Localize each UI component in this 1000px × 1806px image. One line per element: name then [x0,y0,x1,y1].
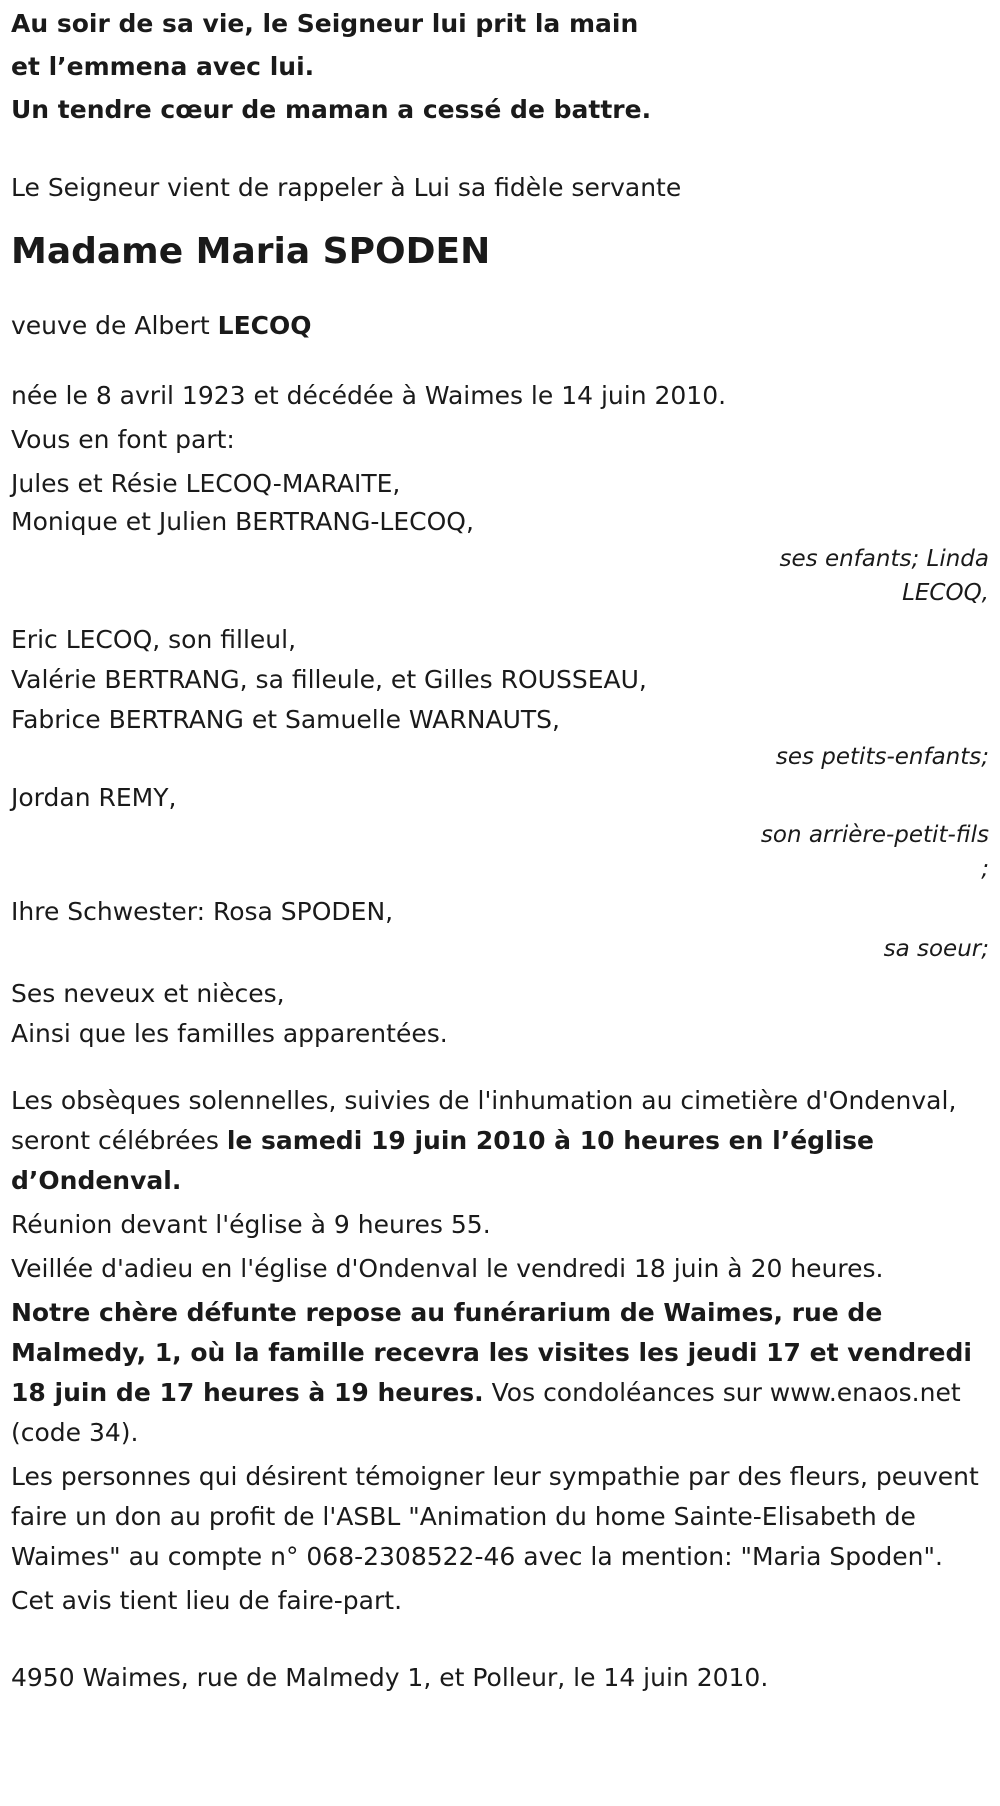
widow-line [11,306,989,346]
flowers: Les personnes qui désirent témoigner leur sympathie par des fleurs, peuvent faire un don au profit de l'ASBL "Animation du home Sainte-Elisabeth de Waimes" au compte n° 068-2308522-46 avec la mention: "Maria Spoden". [11,1462,979,1571]
child-1: Jules et Résie LECOQ-MARAITE, [11,469,401,498]
widow-surname: LECOQ [217,311,312,340]
funeral-home [11,1293,989,1453]
others-2: Ainsi que les familles apparentées. [11,1019,448,1048]
grandchild-3: Fabrice BERTRANG et Samuelle WARNAUTS, [11,705,560,734]
others-1: Ses neveux et nièces, [11,979,285,1008]
funeral-home-text: Vos condoléances sur www.enaos.net (code 34). [11,1378,961,1447]
funeral-plain: Les obsèques solennelles, suivies de l'inhumation au cimetière d'Ondenval, seront célébrées [11,1086,957,1155]
sister-role: sa soeur; [883,936,989,962]
intro-line-2: et l’emmena avec lui. [11,52,315,81]
part-heading: Vous en font part: [11,425,235,454]
grandchild-2: Valérie BERTRANG, sa filleule, et Gilles ROUSSEAU, [11,665,647,694]
notice: Cet avis tient lieu de faire-part. [11,1586,403,1615]
intro-line-1: Au soir de sa vie, le Seigneur lui prit la main [11,9,639,38]
footer-place-date: 4950 Waimes, rue de Malmedy 1, et Polleur, le 14 juin 2010. [11,1663,769,1692]
children-role-2: LECOQ, [902,580,989,606]
great-grandchild-role-1: son arrière-petit-fils [760,822,989,848]
widow-prefix: veuve de Albert [11,311,218,340]
funeral-text [11,1081,989,1201]
sister: Ihre Schwester: Rosa SPODEN, [11,897,394,926]
meeting: Réunion devant l'église à 9 heures 55. [11,1210,491,1239]
birth-death-dates: née le 8 avril 1923 et décédée à Waimes le 14 juin 2010. [11,381,727,410]
grandchild-1: Eric LECOQ, son filleul, [11,625,297,654]
great-grandchild: Jordan REMY, [11,783,177,812]
announcement: Le Seigneur vient de rappeler à Lui sa fidèle servante [11,173,682,202]
grandchildren-role: ses petits-enfants; [775,744,989,770]
great-grandchild-role-2: ; [981,856,989,882]
funeral-bold: le samedi 19 juin 2010 à 10 heures en l’église d’Ondenval. [11,1126,875,1195]
funeral-home-bold: Notre chère défunte repose au funérarium de Waimes, rue de Malmedy, 1, où la famille recevra les visites les jeudi 17 et vendredi 18 juin de 17 heures à 19 heures. [11,1298,972,1407]
child-2: Monique et Julien BERTRANG-LECOQ, [11,507,474,536]
children-role-1: ses enfants; Linda [779,546,989,572]
intro-line-3: Un tendre cœur de maman a cessé de battre. [11,95,652,124]
vigil: Veillée d'adieu en l'église d'Ondenval le vendredi 18 juin à 20 heures. [11,1254,884,1283]
deceased-name: Madame Maria SPODEN [11,231,491,272]
